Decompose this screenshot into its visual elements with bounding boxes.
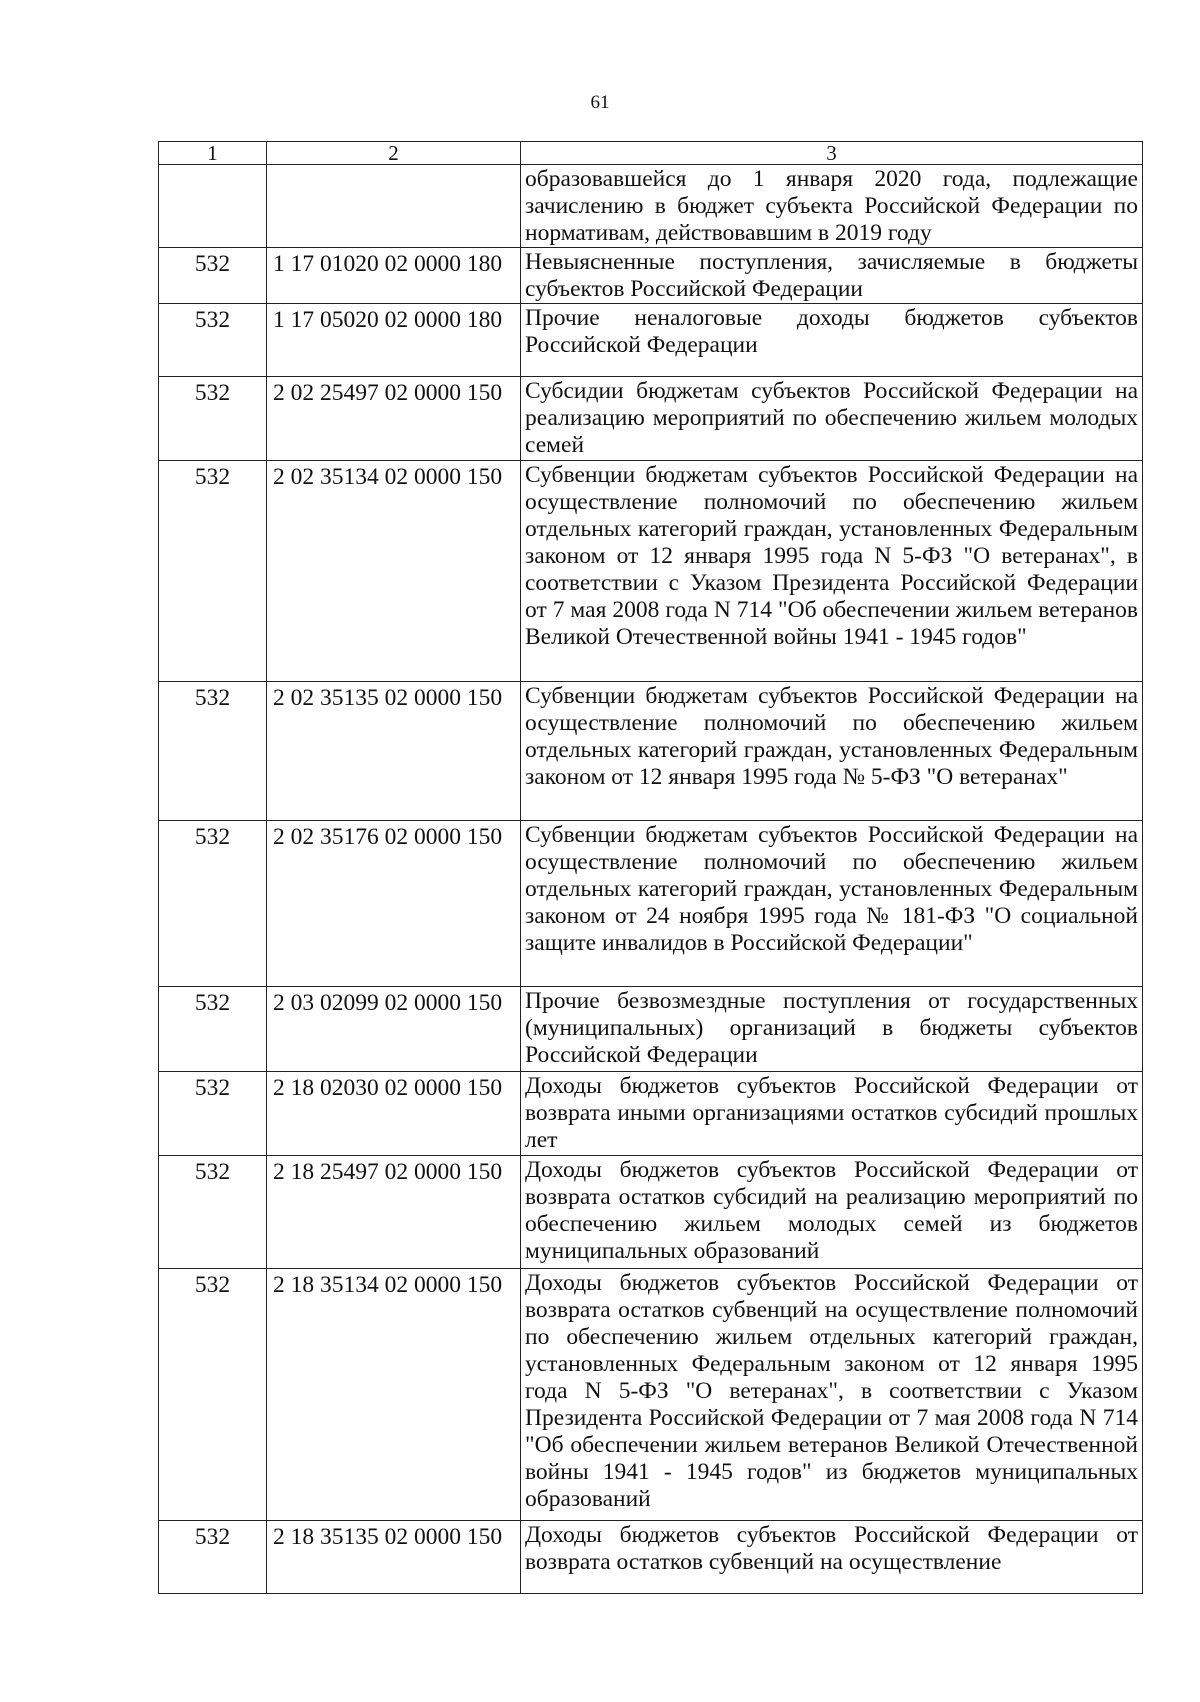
column-header-2: 2	[267, 142, 521, 165]
admin-code-cell: 532	[159, 1072, 267, 1156]
budget-code-cell: 1 17 01020 02 0000 180	[267, 248, 521, 304]
column-header-3: 3	[521, 142, 1143, 165]
table-row	[159, 987, 1143, 1072]
table-row	[159, 1269, 1143, 1521]
description-cell: Доходы бюджетов субъектов Российской Федерации от возврата остатков субсидий на реализацию мероприятий по обеспечению жильем молодых семей из бюджетов муниципальных образований	[521, 1156, 1143, 1269]
description-cell: Доходы бюджетов субъектов Российской Федерации от возврата иными организациями остатков субсидий прошлых лет	[521, 1072, 1143, 1156]
admin-code-cell: 532	[159, 987, 267, 1072]
description-cell: образовавшейся до 1 января 2020 года, подлежащие зачислению в бюджет субъекта Российской Федерации по нормативам, действовавшим в 2019 году	[521, 165, 1143, 248]
admin-code-cell: 532	[159, 1156, 267, 1269]
table-row	[159, 1072, 1143, 1156]
admin-code-cell: 532	[159, 461, 267, 682]
admin-code-cell: 532	[159, 821, 267, 987]
description-cell: Субвенции бюджетам субъектов Российской Федерации на осуществление полномочий по обеспечению жильем отдельных категорий граждан, установленных Федеральным законом от 12 января 1995 года № 5-ФЗ "О ветеранах"	[521, 682, 1143, 821]
budget-code-cell	[267, 165, 521, 248]
description-cell: Прочие безвозмездные поступления от государственных (муниципальных) организаций в бюджеты субъектов Российской Федерации	[521, 987, 1143, 1072]
description-cell: Невыясненные поступления, зачисляемые в бюджеты субъектов Российской Федерации	[521, 248, 1143, 304]
description-cell: Прочие неналоговые доходы бюджетов субъектов Российской Федерации	[521, 304, 1143, 377]
table-header-row	[159, 142, 1143, 165]
description-cell: Субвенции бюджетам субъектов Российской Федерации на осуществление полномочий по обеспечению жильем отдельных категорий граждан, установленных Федеральным законом от 12 января 1995 года N 5-ФЗ "О ветеранах", в соответствии с Указом Президента Российской Федерации от 7 мая 2008 года N 714 "Об обеспечении жильем ветеранов Великой Отечественной войны 1941 - 1945 годов"	[521, 461, 1143, 682]
budget-code-cell: 2 02 35135 02 0000 150	[267, 682, 521, 821]
description-cell: Субсидии бюджетам субъектов Российской Федерации на реализацию мероприятий по обеспечению жильем молодых семей	[521, 377, 1143, 461]
table-row	[159, 304, 1143, 377]
admin-code-cell: 532	[159, 1269, 267, 1521]
admin-code-cell: 532	[159, 682, 267, 821]
description-cell: Субвенции бюджетам субъектов Российской Федерации на осуществление полномочий по обеспечению жильем отдельных категорий граждан, установленных Федеральным законом от 24 ноября 1995 года № 181-ФЗ "О социальной защите инвалидов в Российской Федерации"	[521, 821, 1143, 987]
budget-code-cell: 2 18 35134 02 0000 150	[267, 1269, 521, 1521]
budget-code-cell: 2 02 25497 02 0000 150	[267, 377, 521, 461]
table-row	[159, 1521, 1143, 1594]
table-row	[159, 1156, 1143, 1269]
column-header-1: 1	[159, 142, 267, 165]
page-number: 61	[590, 92, 610, 113]
admin-code-cell: 532	[159, 377, 267, 461]
budget-code-cell: 2 02 35134 02 0000 150	[267, 461, 521, 682]
table-row	[159, 165, 1143, 248]
admin-code-cell	[159, 165, 267, 248]
admin-code-cell: 532	[159, 248, 267, 304]
description-cell: Доходы бюджетов субъектов Российской Федерации от возврата остатков субвенций на осуществление	[521, 1521, 1143, 1594]
admin-code-cell: 532	[159, 1521, 267, 1594]
table-row	[159, 682, 1143, 821]
budget-code-cell: 2 18 02030 02 0000 150	[267, 1072, 521, 1156]
description-cell: Доходы бюджетов субъектов Российской Федерации от возврата остатков субвенций на осуществление полномочий по обеспечению жильем отдельных категорий граждан, установленных Федеральным законом от 12 января 1995 года N 5-ФЗ "О ветеранах", в соответствии с Указом Президента Российской Федерации от 7 мая 2008 года N 714 "Об обеспечении жильем ветеранов Великой Отечественной войны 1941 - 1945 годов" из бюджетов муниципальных образований	[521, 1269, 1143, 1521]
table-row	[159, 377, 1143, 461]
budget-codes-table	[158, 141, 1143, 1594]
budget-code-cell: 1 17 05020 02 0000 180	[267, 304, 521, 377]
budget-code-cell: 2 18 35135 02 0000 150	[267, 1521, 521, 1594]
table-row	[159, 821, 1143, 987]
budget-code-cell: 2 03 02099 02 0000 150	[267, 987, 521, 1072]
budget-code-cell: 2 02 35176 02 0000 150	[267, 821, 521, 987]
table-row	[159, 248, 1143, 304]
budget-code-cell: 2 18 25497 02 0000 150	[267, 1156, 521, 1269]
table-row	[159, 461, 1143, 682]
admin-code-cell: 532	[159, 304, 267, 377]
